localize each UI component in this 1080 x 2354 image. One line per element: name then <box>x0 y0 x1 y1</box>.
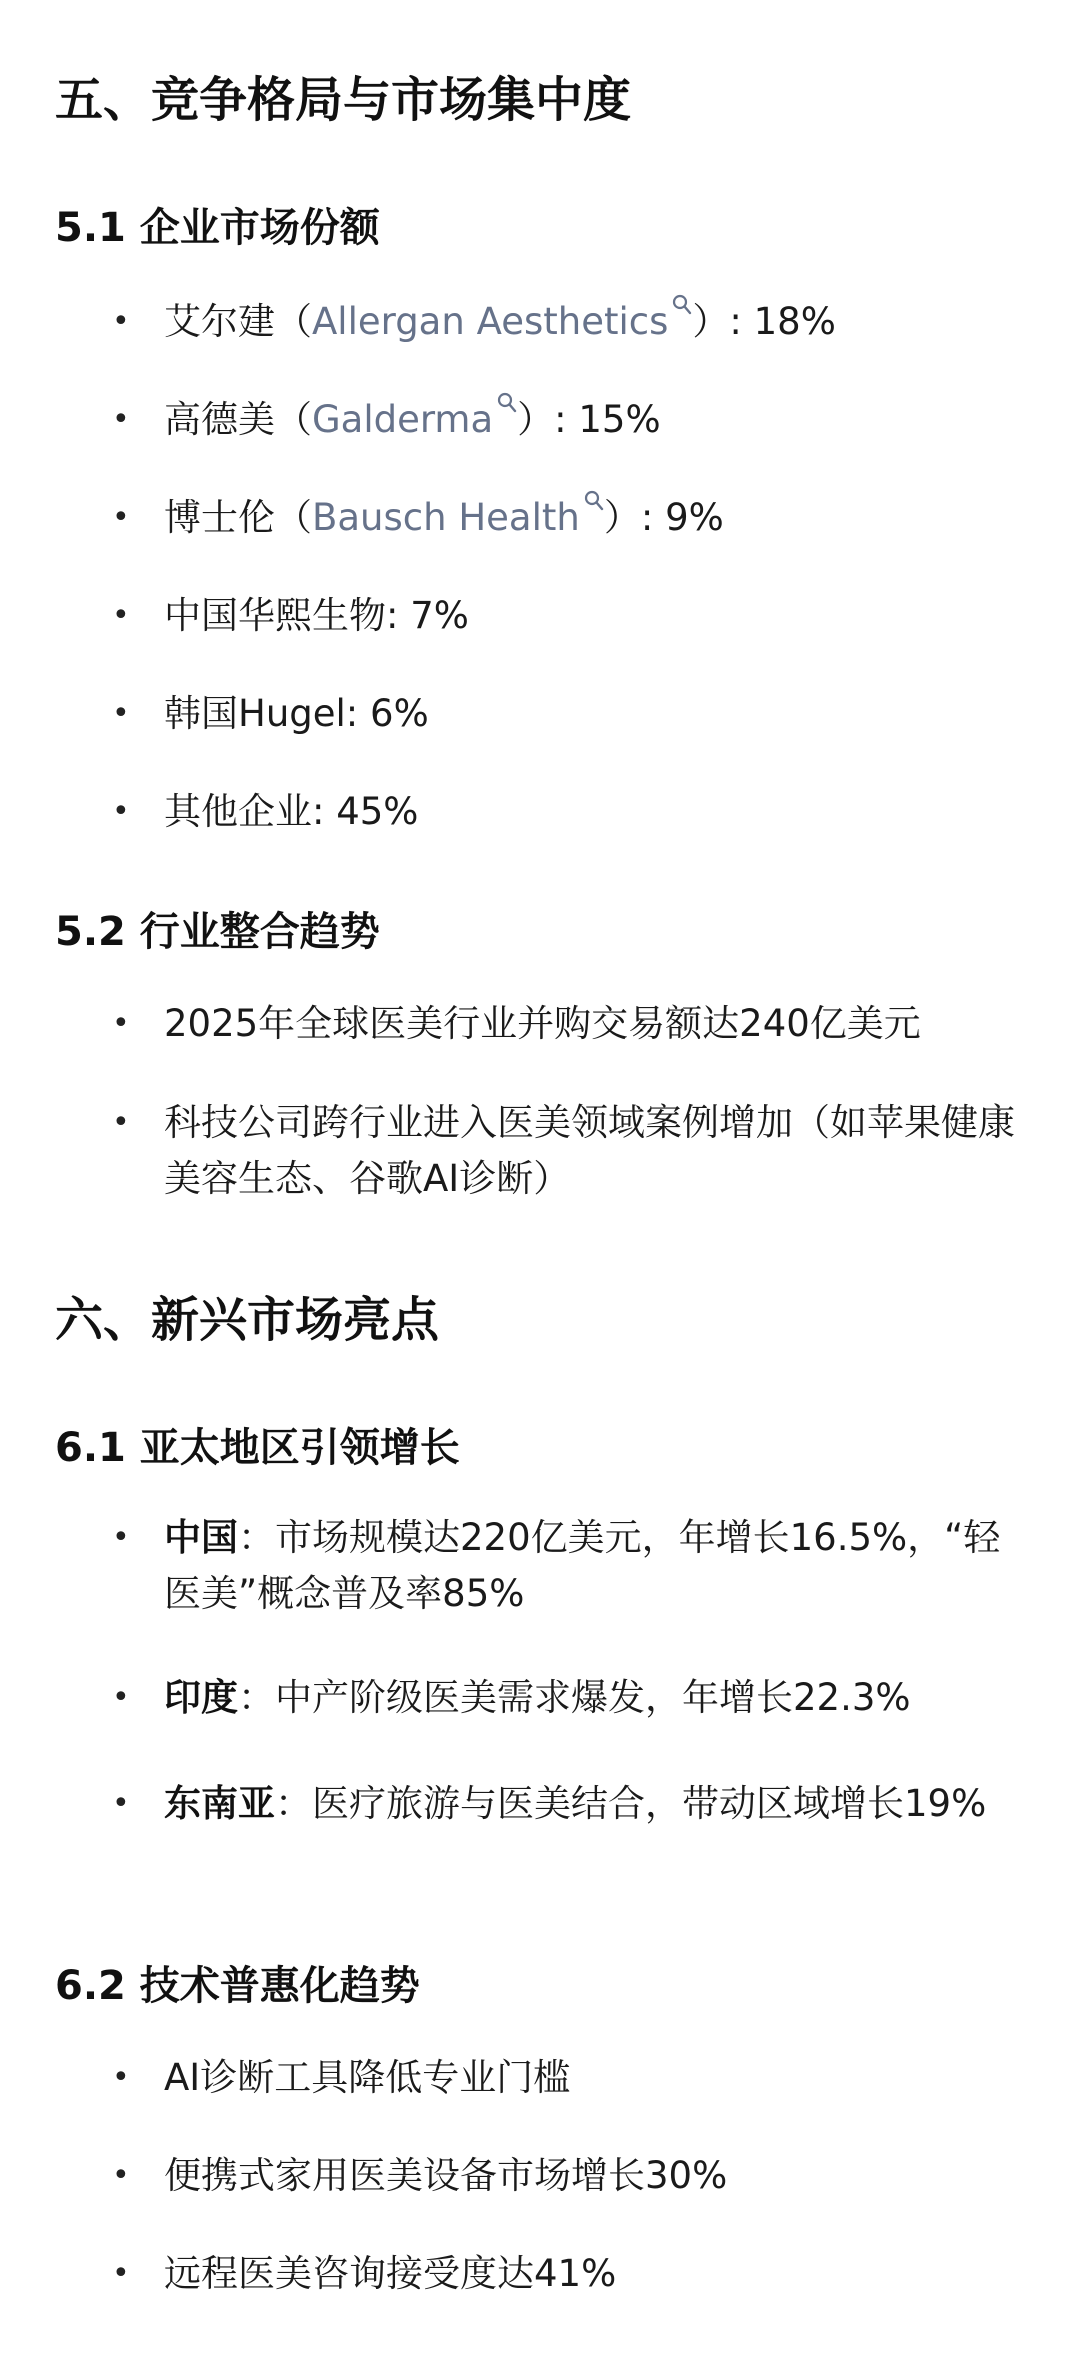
list-item <box>112 774 1032 850</box>
item-text: 便携式家用医美设备市场增长30% <box>164 2154 728 2197</box>
bullet-dot: • <box>112 1786 130 1821</box>
item-text: 其他企业: 45% <box>164 790 419 833</box>
list-item <box>112 986 1032 1062</box>
bullet-dot: • <box>112 696 130 731</box>
section-6-1-heading: 6.1 亚太地区引领增长 <box>55 1425 460 1471</box>
bullet-dot: • <box>112 1520 130 1555</box>
search-link-allergan[interactable]: Allergan Aesthetics <box>312 300 669 343</box>
bullet-dot: • <box>112 1006 130 1041</box>
list-item <box>112 1095 1032 1207</box>
item-text: ：市场规模达220亿美元，年增长16.5%，“轻医美”概念普及率85% <box>164 1516 1001 1615</box>
bullet-dot: • <box>112 2158 130 2193</box>
item-suffix: ）: 18% <box>692 300 836 343</box>
section-5-heading: 五、竞争格局与市场集中度 <box>55 72 632 128</box>
section-6-heading: 六、新兴市场亮点 <box>55 1292 440 1348</box>
item-prefix: 艾尔建（ <box>164 300 312 343</box>
search-link-galderma[interactable]: Galderma <box>312 398 494 441</box>
list-item <box>112 480 1032 556</box>
bullet-dot: • <box>112 1680 130 1715</box>
list-item <box>112 1510 1032 1622</box>
item-text: 韩国Hugel: 6% <box>164 692 429 735</box>
list-item <box>112 1660 1032 1736</box>
region-label: 印度 <box>164 1676 238 1719</box>
section-6-2-heading: 6.2 技术普惠化趋势 <box>55 1963 420 2009</box>
search-link-bausch[interactable]: Bausch Health <box>312 496 580 539</box>
bullet-dot: • <box>112 500 130 535</box>
item-text: 科技公司跨行业进入医美领域案例增加（如苹果健康美容生态、谷歌AI诊断） <box>164 1101 1015 1200</box>
list-item <box>112 578 1032 654</box>
item-prefix: 高德美（ <box>164 398 312 441</box>
list-item <box>112 2236 1032 2312</box>
bullet-dot: • <box>112 598 130 633</box>
bullet-dot: • <box>112 794 130 829</box>
region-label: 中国 <box>164 1516 238 1559</box>
bullet-dot: • <box>112 2060 130 2095</box>
section-5-2-heading: 5.2 行业整合趋势 <box>55 909 380 955</box>
item-text: ：医疗旅游与医美结合，带动区域增长19% <box>275 1782 987 1825</box>
list-item <box>112 2040 1032 2116</box>
item-suffix: ）: 9% <box>603 496 724 539</box>
item-text: ：中产阶级医美需求爆发，年增长22.3% <box>238 1676 911 1719</box>
list-item <box>112 1776 1032 1832</box>
item-text: AI诊断工具降低专业门槛 <box>164 2056 571 2099</box>
region-label: 东南亚 <box>164 1782 275 1825</box>
item-text: 2025年全球医美行业并购交易额达240亿美元 <box>164 1002 921 1045</box>
bullet-dot: • <box>112 402 130 437</box>
list-item <box>112 284 1032 360</box>
bullet-dot: • <box>112 304 130 339</box>
section-5-1-heading: 5.1 企业市场份额 <box>55 205 380 251</box>
search-icon[interactable] <box>672 294 692 316</box>
search-icon[interactable] <box>584 490 604 512</box>
list-item <box>112 2138 1032 2214</box>
list-item <box>112 676 1032 752</box>
list-item <box>112 382 1032 458</box>
item-prefix: 博士伦（ <box>164 496 312 539</box>
item-suffix: ）: 15% <box>517 398 661 441</box>
bullet-dot: • <box>112 1105 130 1140</box>
item-text: 远程医美咨询接受度达41% <box>164 2252 617 2295</box>
item-text: 中国华熙生物: 7% <box>164 594 469 637</box>
bullet-dot: • <box>112 2256 130 2291</box>
search-icon[interactable] <box>497 392 517 414</box>
